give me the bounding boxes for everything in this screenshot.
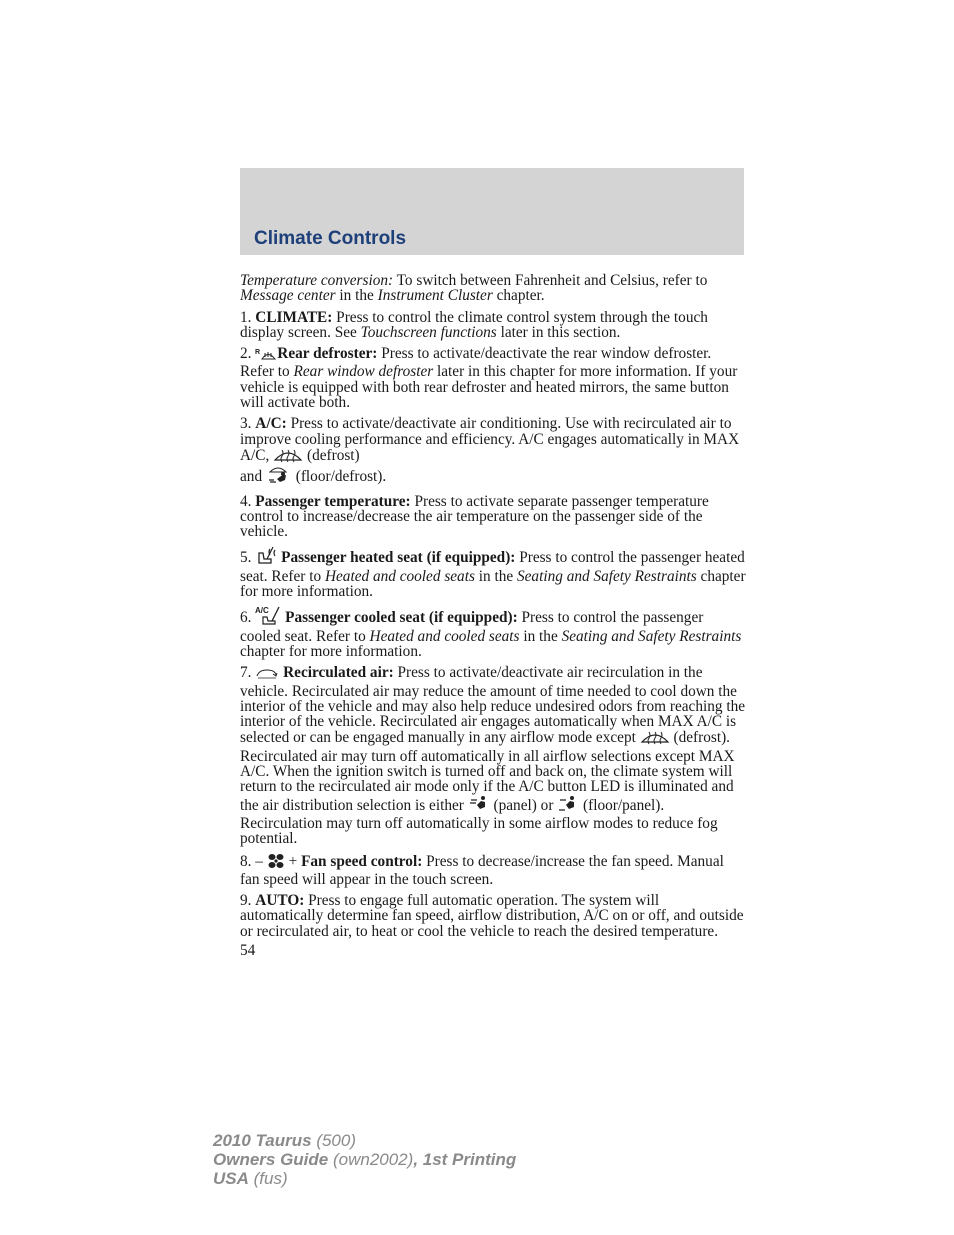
intro-paragraph [240, 273, 746, 304]
panel-icon [468, 795, 490, 816]
item-text: (defrost). Recirculated air may turn off automatically in all airflow selections except MAX A/C. When the ignition switch is turned off and back on, the climate system will return to the recirculated air mode only if the A/C button LED is illuminated and the air distribution selection is either [240, 729, 735, 814]
item-text: Recirculation may turn off automatically in some airflow modes to reduce fog potential. [240, 814, 718, 848]
item-number: 7. [240, 664, 256, 682]
item-ref: Heated and cooled seats [369, 627, 520, 645]
item-label: A/C: [255, 415, 287, 433]
item-ref: Heated and cooled seats [324, 567, 475, 585]
heated-seat-icon [255, 545, 277, 568]
item-text: later in this section. [496, 323, 621, 341]
section-title: Climate Controls [254, 228, 407, 249]
footer-guide: Owners Guide [213, 1150, 329, 1169]
footer-model-code: (500) [311, 1131, 357, 1150]
footer-guide-code: (own2002) [328, 1150, 414, 1169]
item-text: Press to engage full automatic operation. The system will automatically determine fan speed, airflow distribution, A/C on or off, and outside or recirculated air, to heat or cool the vehicle to reach the desired temperature. [240, 892, 744, 940]
fan-icon [267, 853, 285, 872]
item-text: (defrost) [303, 446, 360, 464]
item-text: later in this chapter for more information. If your vehicle is equipped with both rear defroster and heated mirrors, the same button will activate both. [240, 363, 738, 412]
footer-market: USA [213, 1169, 249, 1188]
page-content [240, 273, 746, 958]
item-number: 5. [240, 549, 256, 567]
item-label: Rear defroster: [277, 345, 378, 363]
item-ref: Seating and Safety Restraints [561, 627, 742, 645]
item-ref: Touchscreen functions [360, 323, 497, 341]
item-text: chapter for more information. [240, 642, 422, 660]
intro-text: in the [335, 287, 378, 305]
item-label: Recirculated air: [283, 664, 394, 682]
item-label: Passenger cooled seat (if equipped): [285, 609, 518, 627]
intro-label: Temperature conversion: [240, 272, 394, 289]
item-1 [240, 310, 746, 341]
ref-instrument-cluster: Instrument Cluster [377, 287, 493, 305]
floor-defrost-icon [266, 466, 292, 487]
item-number: 8. – [240, 852, 267, 870]
item-label: Fan speed control: [301, 852, 423, 870]
item-5 [240, 545, 746, 599]
item-label: Passenger heated seat (if equipped): [281, 549, 516, 567]
item-6 [240, 605, 746, 659]
floor-panel-icon [557, 795, 579, 816]
item-text: Press to activate separate passenger temperature control to increase/decrease the air temperature on the passenger side of the vehicle. [240, 492, 709, 541]
item-text: Press to activate/deactivate air conditioning. Use with recirculated air to improve cooling performance and efficiency. A/C engages automatically in MAX A/C, [240, 415, 740, 464]
item-4 [240, 494, 746, 540]
item-text: (panel) or [489, 796, 558, 814]
footer-market-code: (fus) [248, 1169, 288, 1188]
footer-model: 2010 Taurus [213, 1131, 312, 1150]
intro-text: To switch between Fahrenheit and Celsius, refer to [393, 272, 708, 289]
page-number: 54 [240, 941, 256, 959]
footer-line-3 [213, 1169, 516, 1188]
item-number: 1. [240, 308, 256, 326]
item-label: Passenger temperature: [255, 492, 411, 510]
item-number: 3. [240, 415, 256, 433]
footer [213, 1131, 516, 1188]
item-text: Press to control the climate control system through the touch display screen. See [240, 308, 708, 341]
item-7 [240, 665, 746, 846]
intro-text: chapter. [492, 287, 545, 305]
cooled-seat-icon [255, 605, 281, 628]
item-8 [240, 853, 746, 888]
item-number: 2. [240, 345, 256, 363]
item-text: Press to decrease/increase the fan speed. Manual fan speed will appear in the touch screen. [240, 852, 724, 888]
item-text: Press to control the passenger heated seat. Refer to [240, 549, 745, 585]
item-number: 4. [240, 492, 256, 510]
item-label: CLIMATE: [255, 308, 333, 326]
item-number: 6. [240, 609, 256, 627]
item-2 [240, 346, 746, 410]
item-text: Press to activate/deactivate air recirculation in the vehicle. Recirculated air may reduce the amount of time needed to cool down the interior of the vehicle and may also help reduce undesired odors from reaching the interior of the vehicle. Recirculated air engages automatically when MAX A/C is selected or can be engaged manually in any airflow mode except [240, 664, 746, 747]
item-text: and [240, 468, 266, 486]
footer-printing: , 1st Printing [413, 1150, 517, 1169]
ref-message-center: Message center [240, 287, 336, 305]
item-text: Press to activate/deactivate the rear window defroster. Refer to [240, 345, 712, 381]
svg-text:R: R [255, 349, 261, 357]
item-text: Press to control the passenger cooled seat. Refer to [240, 609, 704, 645]
item-9 [240, 893, 746, 939]
item-text: (floor/defrost). [291, 468, 387, 486]
footer-line-2 [213, 1150, 516, 1169]
defrost-icon [640, 729, 670, 748]
item-text: in the [519, 627, 562, 645]
item-text: in the [474, 567, 517, 585]
item-text: chapter for more information. [240, 567, 746, 601]
item-ref: Rear window defroster [293, 363, 434, 381]
item-label: AUTO: [255, 892, 305, 910]
item-ref: Seating and Safety Restraints [516, 567, 697, 585]
rear-defrost-icon [255, 347, 277, 364]
plus-sign: + [284, 852, 302, 870]
item-number: 9. [240, 892, 256, 910]
defrost-icon [273, 447, 303, 466]
footer-line-1 [213, 1131, 516, 1150]
item-text: (floor/panel). [579, 796, 665, 814]
item-3 [240, 416, 746, 487]
recirculate-icon [255, 668, 279, 683]
svg-text:A/C: A/C [255, 606, 270, 616]
